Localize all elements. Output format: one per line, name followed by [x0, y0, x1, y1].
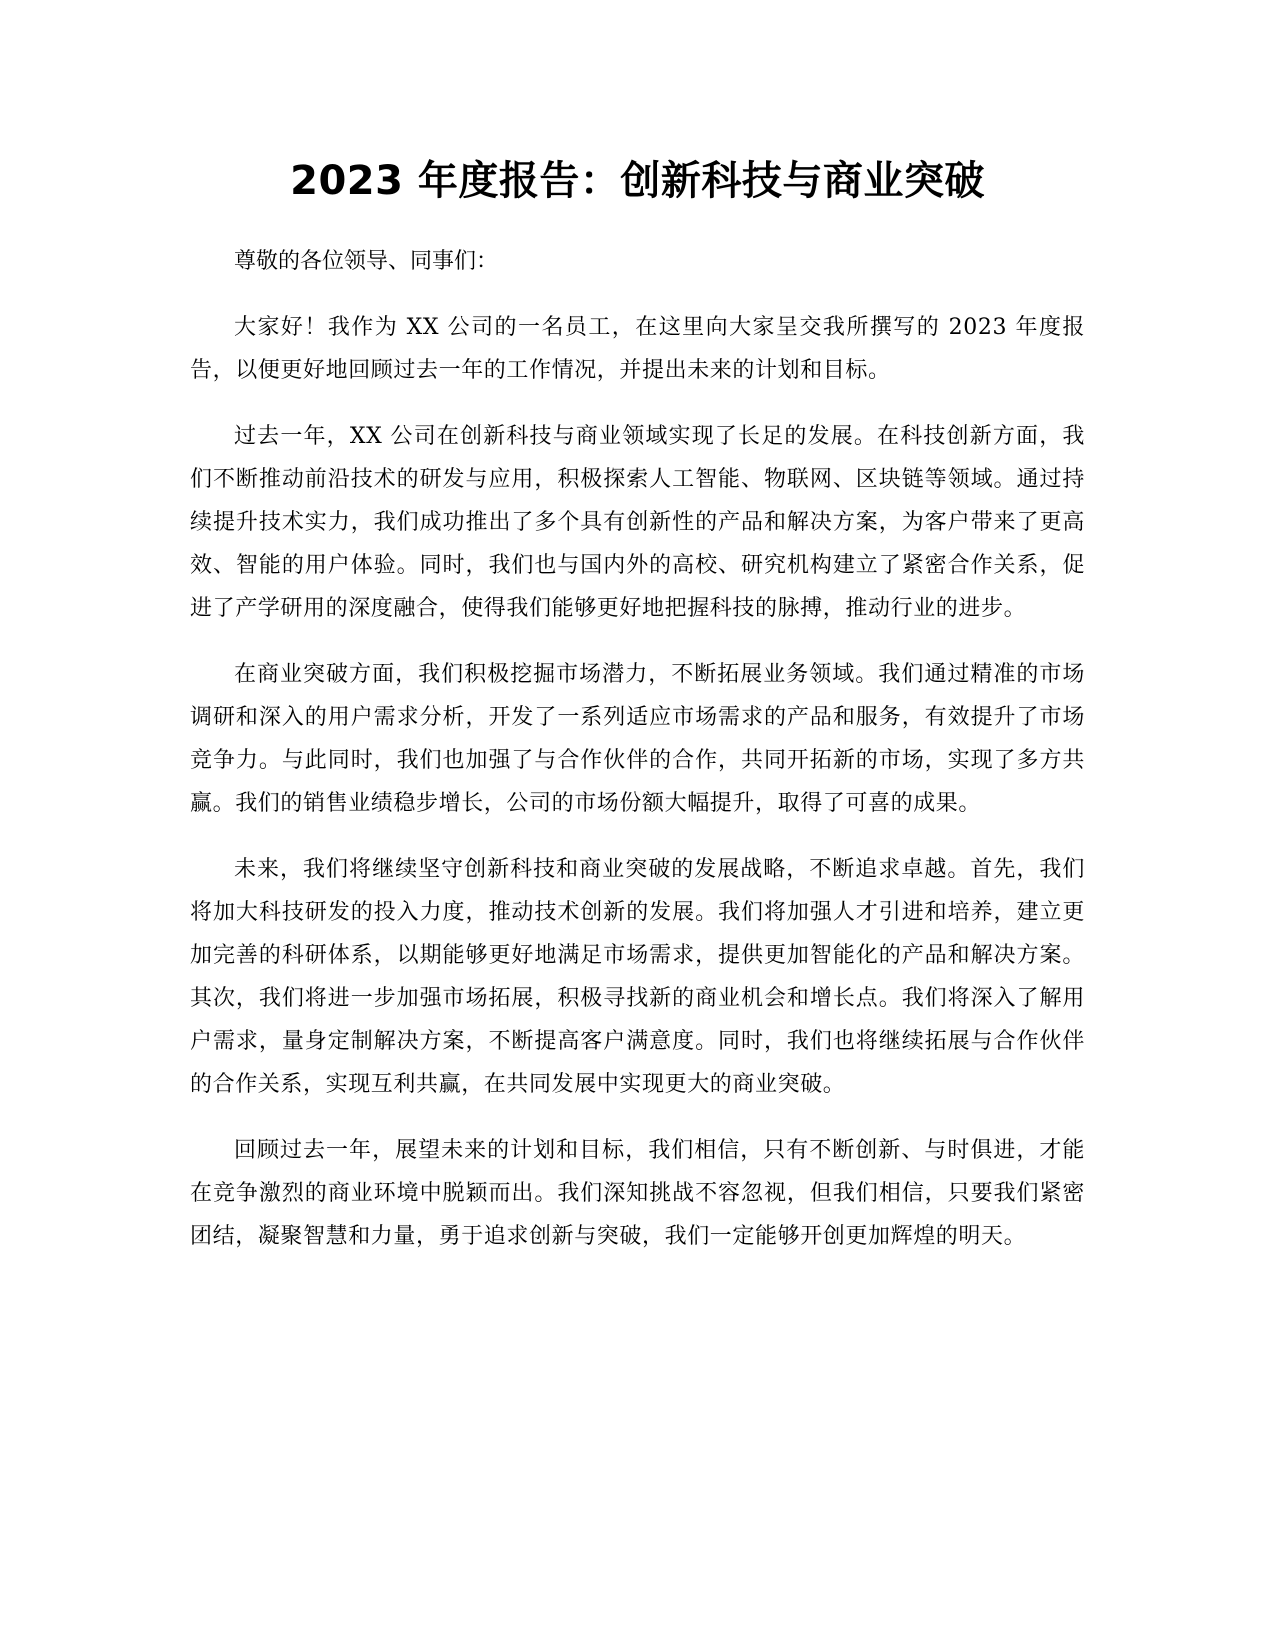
salutation: 尊敬的各位领导、同事们： [234, 249, 499, 274]
paragraph-business: 在商业突破方面，我们积极挖掘市场潜力，不断拓展业务领域。我们通过精准的市场调研和深入的用户需求分析，开发了一系列适应市场需求的产品和服务，有效提升了市场竞争力。与此同时，我们也加强了与合作伙伴的合作，共同开拓新的市场，实现了多方共赢。我们的销售业绩稳步增长，公司的市场份额大幅提升，取得了可喜的成果。 [190, 662, 1085, 816]
document-title: 2023 年度报告：创新科技与商业突破 [290, 158, 985, 204]
paragraph-greeting: 大家好！我作为 XX 公司的一名员工，在这里向大家呈交我所撰写的 2023 年度报告，以便更好地回顾过去一年的工作情况，并提出未来的计划和目标。 [190, 315, 1085, 383]
paragraph-future-plans: 未来，我们将继续坚守创新科技和商业突破的发展战略，不断追求卓越。首先，我们将加大科技研发的投入力度，推动技术创新的发展。我们将加强人才引进和培养，建立更加完善的科研体系，以期能够更好地满足市场需求，提供更加智能化的产品和解决方案。其次，我们将进一步加强市场拓展，积极寻找新的商业机会和增长点。我们将深入了解用户需求，量身定制解决方案，不断提高客户满意度。同时，我们也将继续拓展与合作伙伴的合作关系，实现互利共赢，在共同发展中实现更大的商业突破。 [190, 857, 1085, 1097]
paragraph-conclusion: 回顾过去一年，展望未来的计划和目标，我们相信，只有不断创新、与时俱进，才能在竞争激烈的商业环境中脱颖而出。我们深知挑战不容忽视，但我们相信，只要我们紧密团结，凝聚智慧和力量，勇于追求创新与突破，我们一定能够开创更加辉煌的明天。 [190, 1138, 1085, 1249]
paragraph-technology: 过去一年，XX 公司在创新科技与商业领域实现了长足的发展。在科技创新方面，我们不断推动前沿技术的研发与应用，积极探索人工智能、物联网、区块链等领域。通过持续提升技术实力，我们成功推出了多个具有创新性的产品和解决方案，为客户带来了更高效、智能的用户体验。同时，我们也与国内外的高校、研究机构建立了紧密合作关系，促进了产学研用的深度融合，使得我们能够更好地把握科技的脉搏，推动行业的进步。 [190, 424, 1085, 621]
